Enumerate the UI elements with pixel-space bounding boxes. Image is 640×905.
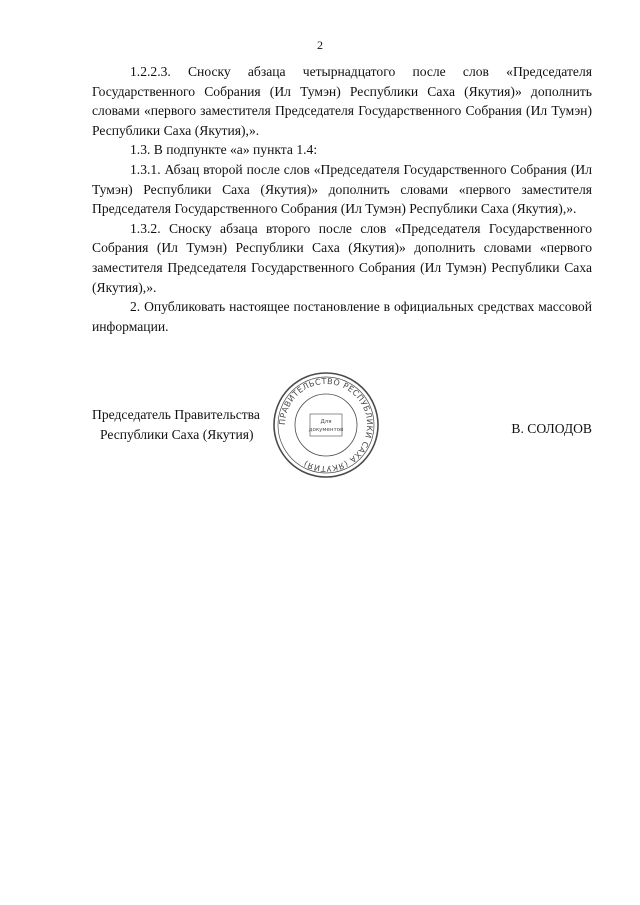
page-number: 2: [317, 38, 323, 52]
signatory-position-line2: Республики Саха (Якутия): [100, 426, 254, 442]
paragraph-1-3-2: 1.3.2. Сноску абзаца второго после слов «Председателя Государственного Собрания (Ил Тумэн) Республики Саха (Якутия)» дополнить словами «первого заместителя Председателя Государственного Собрания (Ил Тумэн) Республики Саха (Якутия),».: [92, 220, 592, 295]
seal-ring-text: ПРАВИТЕЛЬСТВО РЕСПУБЛИКИ САХА (ЯКУТИЯ): [277, 376, 375, 474]
seal-center-text-2: документов: [308, 427, 344, 433]
paragraph-1-2-2-3: 1.2.2.3. Сноску абзаца четырнадцатого после слов «Председателя Государственного Собрания (Ил Тумэн) Республики Саха (Якутия)» дополнить словами «первого заместителя Председателя Государственного Собрания (Ил Тумэн) Республики Саха (Якутия),».: [92, 64, 592, 138]
document-body: [92, 62, 592, 336]
signature-block: [92, 405, 592, 445]
signatory-position-line1: Председатель Правительства: [92, 407, 260, 422]
signatory-name: В. СОЛОДОВ: [511, 421, 592, 436]
paragraph-1-3: 1.3. В подпункте «а» пункта 1.4:: [130, 142, 318, 158]
paragraph-1-3-1: 1.3.1. Абзац второй после слов «Председателя Государственного Собрания (Ил Тумэн) Республики Саха (Якутия)» дополнить словами «первого заместителя Председателя Государственного Собрания (Ил Тумэн) Республики Саха (Якутия),».: [92, 161, 592, 217]
seal-center-text-1: Для: [320, 419, 332, 425]
paragraph-2-publish: 2. Опубликовать настоящее постановление в официальных средствах массовой информации.: [92, 299, 592, 334]
